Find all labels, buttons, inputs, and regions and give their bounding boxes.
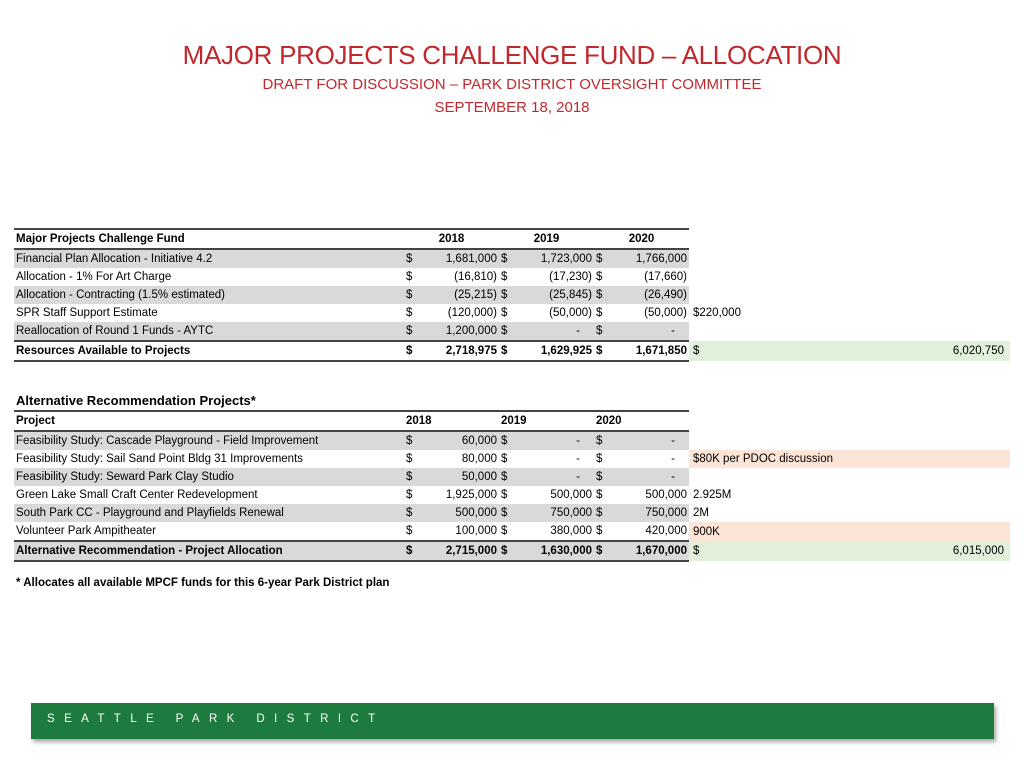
fund-value-2020: (26,490) (612, 286, 689, 304)
alt-year-2019: 2019 (499, 411, 594, 431)
fund-value-2019: (17,230) (549, 271, 592, 283)
alt-total-2019: 1,630,000 (517, 541, 594, 561)
currency-symbol: $ (406, 271, 413, 283)
alt-header-project: Project (14, 411, 404, 431)
page-date: SEPTEMBER 18, 2018 (434, 99, 590, 116)
fund-total-2018: 2,718,975 (422, 341, 499, 361)
alt-project-label: Feasibility Study: Cascade Playground - Field Improvement (14, 431, 404, 450)
alt-project-note: $80K per PDOC discussion (689, 450, 1010, 468)
fund-total-2019: 1,629,925 (517, 341, 594, 361)
fund-row (14, 249, 1010, 268)
currency-symbol: $ (594, 541, 612, 561)
alt-project-label: Green Lake Small Craft Center Redevelopment (16, 489, 258, 501)
alt-project-row (14, 468, 1010, 486)
page-title: MAJOR PROJECTS CHALLENGE FUND – ALLOCATION (182, 40, 842, 70)
fund-value-2019: 1,723,000 (517, 249, 594, 268)
alt-value-2018: 80,000 (461, 453, 497, 465)
fund-row (14, 286, 1010, 304)
fund-grand-total: 6,020,750 (789, 341, 1010, 361)
fund-value-2018: (16,810) (454, 271, 497, 283)
fund-row-note (689, 322, 789, 341)
currency-symbol: $ (406, 525, 413, 537)
alt-value-2019: - (517, 431, 594, 450)
alt-value-2019: 750,000 (517, 504, 594, 522)
fund-row-total (789, 322, 1010, 341)
fund-row-total (789, 268, 1010, 286)
currency-symbol: $ (499, 431, 517, 450)
alt-project-row (14, 522, 1010, 541)
fund-row-label: SPR Staff Support Estimate (16, 307, 158, 319)
fund-value-2019: (25,845) (517, 286, 594, 304)
fund-total-currency: $ (689, 341, 789, 361)
currency-symbol: $ (499, 341, 517, 361)
fund-row-label: Reallocation of Round 1 Funds - AYTC (14, 322, 404, 341)
fund-table (14, 228, 1010, 362)
currency-symbol: $ (594, 322, 612, 341)
fund-row-note: $220,000 (693, 307, 741, 319)
fund-value-2018: (25,215) (422, 286, 499, 304)
alt-value-2018: 60,000 (422, 431, 499, 450)
fund-row (14, 268, 1010, 286)
alt-year-2018: 2018 (404, 411, 499, 431)
footer-text: SEATTLE PARK DISTRICT (47, 713, 385, 725)
page-subtitle: DRAFT FOR DISCUSSION – PARK DISTRICT OVERSIGHT COMMITTEE (262, 76, 762, 93)
footnote: * Allocates all available MPCF funds for this 6-year Park District plan (16, 577, 390, 589)
currency-symbol: $ (594, 431, 612, 450)
alt-project-row (14, 504, 1010, 522)
alt-section-title: Alternative Recommendation Projects* (16, 393, 256, 408)
alt-value-2019: - (517, 468, 594, 486)
currency-symbol: $ (594, 341, 612, 361)
alt-total-label: Alternative Recommendation - Project Allocation (14, 541, 404, 561)
fund-row-label: Financial Plan Allocation - Initiative 4.2 (14, 249, 404, 268)
alt-value-2020: 500,000 (645, 489, 687, 501)
currency-symbol: $ (499, 286, 517, 304)
alt-project-label: South Park CC - Playground and Playfields Renewal (14, 504, 404, 522)
fund-row-note (689, 286, 789, 304)
fund-row-note (689, 249, 789, 268)
alt-project-row (14, 431, 1010, 450)
alt-total-row (14, 541, 1010, 561)
currency-symbol: $ (499, 468, 517, 486)
fund-total-row (14, 341, 1010, 361)
currency-symbol: $ (596, 489, 603, 501)
alt-value-2020: - (612, 431, 689, 450)
fund-table-title: Major Projects Challenge Fund (14, 229, 404, 249)
currency-symbol: $ (499, 541, 517, 561)
alt-projects-table (14, 410, 1010, 562)
alt-project-label: Feasibility Study: Seward Park Clay Studio (14, 468, 404, 486)
currency-symbol: $ (594, 468, 612, 486)
alt-project-note (689, 468, 789, 486)
alt-project-note: 900K (689, 522, 1010, 541)
alt-total-2020: 1,670,000 (612, 541, 689, 561)
fund-table-header-row (14, 229, 1010, 249)
currency-symbol: $ (404, 504, 422, 522)
currency-symbol: $ (499, 504, 517, 522)
alt-project-label: Volunteer Park Ampitheater (16, 525, 156, 537)
fund-value-2020: - (612, 322, 689, 341)
currency-symbol: $ (499, 249, 517, 268)
alt-year-2020: 2020 (594, 411, 689, 431)
fund-row (14, 304, 1010, 322)
fund-value-2018: (120,000) (447, 307, 497, 319)
currency-symbol: $ (404, 249, 422, 268)
alt-project-note: 2M (693, 507, 709, 519)
fund-row-label: Allocation - Contracting (1.5% estimated) (14, 286, 404, 304)
currency-symbol: $ (594, 504, 612, 522)
alt-value-2020: 420,000 (645, 525, 687, 537)
alt-value-2018: 500,000 (422, 504, 499, 522)
fund-row-total (789, 304, 1010, 322)
currency-symbol: $ (594, 286, 612, 304)
alt-value-2020: - (612, 468, 689, 486)
currency-symbol: $ (501, 271, 508, 283)
currency-symbol: $ (596, 453, 603, 465)
alt-value-2020: - (671, 453, 675, 465)
alt-project-note: 2.925M (693, 489, 732, 501)
currency-symbol: $ (406, 489, 413, 501)
alt-project-label: Feasibility Study: Sail Sand Point Bldg 31 Improvements (16, 453, 304, 465)
fund-year-2020: 2020 (594, 229, 689, 249)
fund-year-2019: 2019 (499, 229, 594, 249)
alt-table-header-row (14, 411, 1010, 431)
fund-row-total (789, 286, 1010, 304)
fund-row-label: Allocation - 1% For Art Charge (16, 271, 172, 283)
fund-value-2020: (50,000) (644, 307, 687, 319)
alt-project-note (689, 431, 789, 450)
alt-value-2018: 50,000 (422, 468, 499, 486)
currency-symbol: $ (406, 307, 413, 319)
currency-symbol: $ (499, 322, 517, 341)
fund-value-2020: 1,766,000 (612, 249, 689, 268)
currency-symbol: $ (501, 307, 508, 319)
currency-symbol: $ (404, 322, 422, 341)
currency-symbol: $ (596, 525, 603, 537)
alt-grand-total: 6,015,000 (789, 541, 1010, 561)
currency-symbol: $ (596, 271, 603, 283)
currency-symbol: $ (596, 307, 603, 319)
currency-symbol: $ (404, 341, 422, 361)
alt-total-2018: 2,715,000 (422, 541, 499, 561)
fund-value-2020: (17,660) (644, 271, 687, 283)
fund-value-2019: - (517, 322, 594, 341)
alt-value-2019: 500,000 (550, 489, 592, 501)
currency-symbol: $ (404, 468, 422, 486)
fund-row-note (689, 268, 789, 286)
alt-value-2019: 380,000 (550, 525, 592, 537)
alt-project-row (14, 450, 1010, 468)
currency-symbol: $ (404, 541, 422, 561)
currency-symbol: $ (594, 249, 612, 268)
currency-symbol: $ (501, 525, 508, 537)
fund-value-2018: 1,200,000 (422, 322, 499, 341)
currency-symbol: $ (501, 489, 508, 501)
currency-symbol: $ (501, 453, 508, 465)
alt-total-currency: $ (689, 541, 789, 561)
alt-value-2018: 1,925,000 (445, 489, 497, 501)
fund-row (14, 322, 1010, 341)
alt-value-2020: 750,000 (612, 504, 689, 522)
alt-value-2019: - (576, 453, 580, 465)
currency-symbol: $ (404, 286, 422, 304)
fund-value-2019: (50,000) (549, 307, 592, 319)
fund-row-total (789, 249, 1010, 268)
fund-total-2020: 1,671,850 (612, 341, 689, 361)
fund-year-2018: 2018 (404, 229, 499, 249)
currency-symbol: $ (404, 431, 422, 450)
footer-bar (31, 703, 994, 739)
alt-project-row (14, 486, 1010, 504)
currency-symbol: $ (406, 453, 413, 465)
fund-total-label: Resources Available to Projects (14, 341, 404, 361)
fund-value-2018: 1,681,000 (422, 249, 499, 268)
alt-value-2018: 100,000 (455, 525, 497, 537)
